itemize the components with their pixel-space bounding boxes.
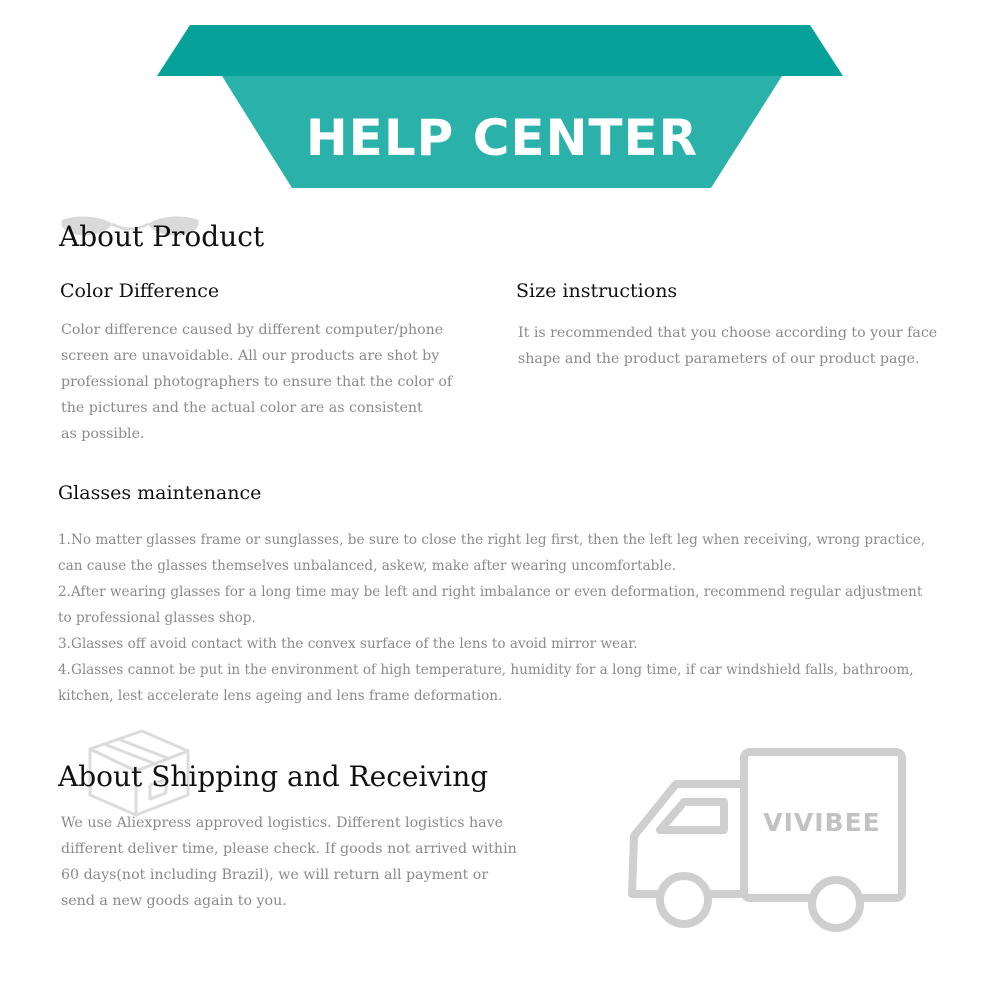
text-line: the pictures and the actual color are as consistent bbox=[61, 400, 423, 416]
text-line: 60 days(not including Brazil), we will return all payment or bbox=[61, 867, 489, 883]
truck-icon bbox=[624, 744, 910, 938]
text-line: It is recommended that you choose according to your face bbox=[518, 325, 938, 341]
banner-title: HELP CENTER bbox=[305, 109, 699, 167]
text-line: send a new goods again to you. bbox=[61, 893, 287, 909]
text-line: kitchen, lest accelerate lens ageing and lens frame deformation. bbox=[58, 688, 503, 704]
glasses-maintenance-title: Glasses maintenance bbox=[58, 482, 262, 504]
text-line: 2.After wearing glasses for a long time may be left and right imbalance or even deformation, recommend regular adjustment bbox=[58, 584, 923, 600]
text-line: Color difference caused by different computer/phone bbox=[61, 322, 444, 338]
text-line: as possible. bbox=[61, 426, 145, 442]
text-line: shape and the product parameters of our product page. bbox=[518, 351, 920, 367]
shipping-heading: About Shipping and Receiving bbox=[58, 760, 489, 793]
text-line: We use Aliexpress approved logistics. Different logistics have bbox=[61, 815, 503, 831]
size-instructions-title: Size instructions bbox=[516, 280, 678, 302]
about-product-heading: About Product bbox=[59, 220, 265, 253]
color-difference-text bbox=[61, 317, 452, 447]
text-line: different deliver time, please check. If goods not arrived within bbox=[61, 841, 517, 857]
text-line: 3.Glasses off avoid contact with the convex surface of the lens to avoid mirror wear. bbox=[58, 636, 638, 652]
color-difference-title: Color Difference bbox=[60, 280, 220, 302]
text-line: professional photographers to ensure that the color of bbox=[61, 374, 453, 390]
text-line: 4.Glasses cannot be put in the environment of high temperature, humidity for a long time, if car windshield falls, bathroom, bbox=[58, 662, 914, 678]
shipping-text bbox=[61, 810, 517, 914]
size-instructions-text bbox=[518, 320, 937, 372]
text-line: can cause the glasses themselves unbalanced, askew, make after wearing uncomfortable. bbox=[58, 558, 677, 574]
text-line: to professional glasses shop. bbox=[58, 610, 256, 626]
glasses-maintenance-text bbox=[58, 527, 925, 709]
text-line: 1.No matter glasses frame or sunglasses, be sure to close the right leg first, then the left leg when receiving, wrong practice, bbox=[58, 532, 926, 548]
truck-label: VIVIBEE bbox=[763, 808, 881, 837]
text-line: screen are unavoidable. All our products are shot by bbox=[61, 348, 440, 364]
